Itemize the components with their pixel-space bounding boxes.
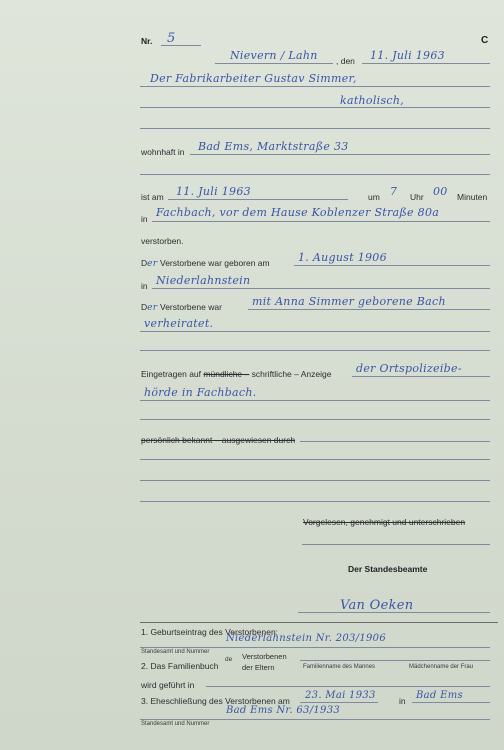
footer-item1-label: 1. Geburtseintrag des Verstorbenen: (141, 627, 279, 637)
marital-underline-3 (140, 350, 490, 351)
marital-value-1: mit Anna Simmer geborene Bach (252, 295, 446, 308)
footer-item3-sub: Standesamt und Nummer (141, 721, 210, 727)
den-label: , den (336, 56, 355, 66)
residence-value: Bad Ems, Marktstraße 33 (198, 140, 349, 153)
report-underline-2 (140, 400, 490, 401)
birth-der: Der (141, 258, 158, 269)
date-value: 11. Juli 1963 (370, 49, 445, 62)
footer-item3-in: in (399, 696, 406, 706)
birth-date: 1. August 1906 (298, 251, 387, 264)
nr-underline (161, 45, 201, 46)
death-place: Fachbach, vor dem Hause Koblenzer Straße 80a (156, 206, 440, 219)
footer-item3-value: Bad Ems Nr. 63/1933 (226, 705, 341, 716)
place-underline (215, 63, 333, 64)
minuten-label: Minuten (457, 192, 488, 202)
signoff-underline (302, 544, 490, 545)
death-place-underline (152, 221, 490, 222)
report-value-1: der Ortspolizeibe- (356, 362, 462, 375)
marital-label: Verstorbene war (160, 302, 222, 312)
footer-item3-underline (140, 719, 490, 720)
birth-place: Niederlahnstein (156, 274, 251, 287)
place-value: Nievern / Lahn (230, 49, 318, 62)
religion-value: katholisch, (340, 94, 405, 107)
identity-underline-4 (140, 501, 490, 502)
name-underline-3 (140, 128, 490, 129)
identity-underline-1 (300, 441, 490, 442)
footer-item2-label: 2. Das Familienbuch (141, 661, 219, 671)
name-underline-2 (140, 107, 490, 108)
death-place-label: in (141, 214, 148, 224)
signoff-struck: Vorgelesen, genehmigt und unterschrieben (303, 517, 466, 527)
marital-der: Der (141, 302, 158, 313)
identity-underline-3 (140, 480, 490, 481)
name-underline-1 (140, 86, 490, 87)
report-underline-3 (140, 419, 490, 420)
footer-item2-verst: Verstorbenen (242, 652, 287, 661)
footer-item2-mann: Familienname des Mannes (303, 664, 376, 670)
report-value-2: hörde in Fachbach. (144, 386, 257, 399)
footer-item1-value: Niederlahnstein Nr. 203/1906 (226, 633, 386, 644)
marital-underline-2 (140, 331, 490, 332)
death-date-underline (168, 199, 348, 200)
date-underline (362, 63, 490, 64)
uhr-label: Uhr (410, 192, 424, 202)
birth-place-label: in (141, 281, 148, 291)
footer-item2-underline (300, 660, 490, 661)
footer-rule (140, 622, 498, 623)
footer-item3-label: 3. Eheschließung des Verstorbenen am (141, 696, 290, 706)
footer-item3-date: 23. Mai 1933 (305, 690, 376, 701)
residence-underline (190, 154, 490, 155)
ist-am-label: ist am (141, 192, 164, 202)
report-underline-1 (352, 376, 490, 377)
footer-item3-place: Bad Ems (416, 690, 463, 701)
footer-item2-wird: wird geführt in (141, 680, 195, 690)
deceased-name: Der Fabrikarbeiter Gustav Simmer, (150, 72, 357, 85)
birth-date-underline (294, 265, 490, 266)
death-minutes: 00 (433, 185, 448, 198)
registrar-signature: Van Oeken (340, 598, 414, 613)
um-label: um (368, 192, 380, 202)
death-date: 11. Juli 1963 (176, 185, 251, 198)
marital-underline-1 (248, 309, 490, 310)
footer-item1-underline (140, 647, 490, 648)
footer-item3-date-underline (300, 702, 378, 703)
identity-underline-2 (140, 459, 490, 460)
death-hour: 7 (390, 185, 398, 198)
verstorben-label: verstorben. (141, 236, 184, 246)
residence-underline-2 (140, 174, 490, 175)
registrar-title: Der Standesbeamte (348, 564, 428, 574)
footer-item1-sub: Standesamt und Nummer (141, 649, 210, 655)
residence-label: wohnhaft in (141, 147, 185, 157)
nr-label: Nr. (141, 36, 153, 46)
corner-letter: C (481, 35, 489, 46)
birth-place-underline (152, 288, 490, 289)
marital-value-2: verheiratet. (144, 317, 214, 330)
footer-item2-eltern: der Eltern (242, 663, 275, 672)
report-label: Eingetragen auf mündliche – schriftliche – Anzeige (141, 369, 332, 379)
footer-item2-wird-underline (206, 686, 490, 687)
footer-item2-de: de (225, 656, 233, 663)
footer-item3-place-underline (412, 702, 490, 703)
nr-value: 5 (167, 31, 176, 46)
footer-item2-frau: Mädchenname der Frau (409, 664, 474, 670)
signature-underline (298, 612, 490, 613)
birth-label: Verstorbene war geboren am (160, 258, 270, 268)
identity-struck: persönlich bekannt – ausgewiesen durch (141, 435, 296, 445)
